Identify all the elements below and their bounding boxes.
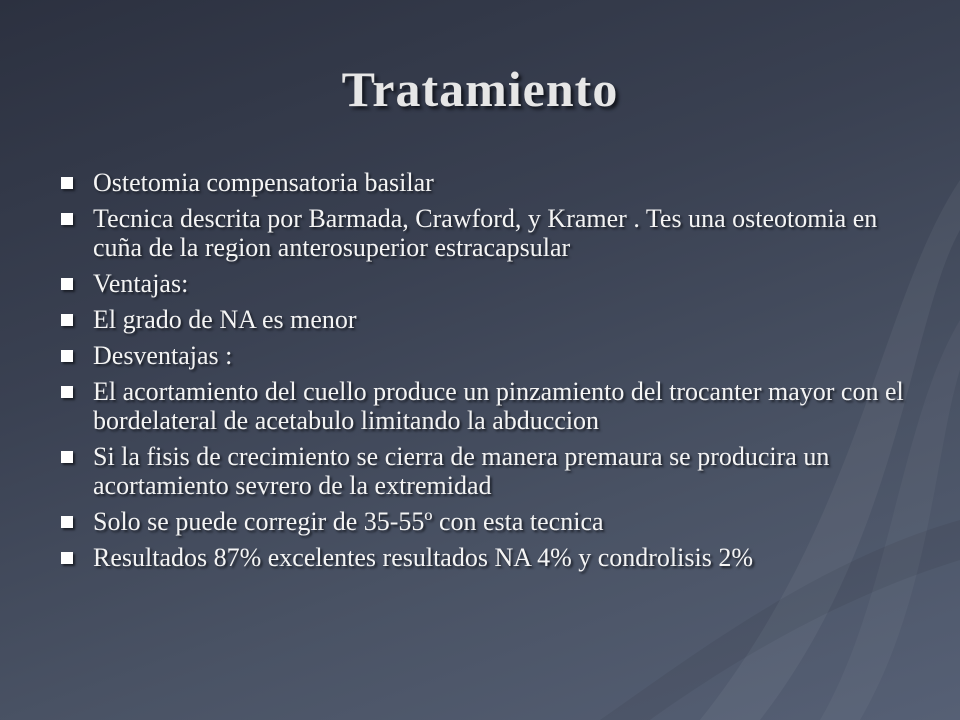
square-bullet-icon <box>61 278 73 290</box>
square-bullet-icon <box>61 314 73 326</box>
square-bullet-icon <box>61 213 73 225</box>
square-bullet-icon <box>61 350 73 362</box>
square-bullet-icon <box>61 451 73 463</box>
square-bullet-icon <box>61 552 73 564</box>
bullet-list <box>58 168 920 579</box>
square-bullet-icon <box>61 386 73 398</box>
list-item <box>58 269 920 298</box>
bullet-text: Desventajas : <box>93 341 233 370</box>
list-item <box>58 442 920 500</box>
bullet-text: Ventajas: <box>93 269 189 298</box>
bullet-text: El grado de NA es menor <box>93 305 357 334</box>
square-bullet-icon <box>61 516 73 528</box>
slide-title: Tratamiento <box>341 61 619 117</box>
list-item <box>58 543 920 572</box>
list-item <box>58 507 920 536</box>
list-item <box>58 204 920 262</box>
bullet-text: El acortamiento del cuello produce un pinzamiento del trocanter mayor con el bordelateral de acetabulo limitando la abduccion <box>93 377 904 435</box>
list-item <box>58 377 920 435</box>
list-item <box>58 341 920 370</box>
bullet-text: Solo se puede corregir de 35-55º con esta tecnica <box>93 507 604 536</box>
bullet-text: Si la fisis de crecimiento se cierra de manera premaura se producira un acortamiento sevrero de la extremidad <box>93 442 830 500</box>
bullet-text: Tecnica descrita por Barmada, Crawford, y Kramer . Tes una osteotomia en cuña de la region anterosuperior estracapsular <box>93 204 878 262</box>
bullet-text: Resultados 87% excelentes resultados NA 4% y condrolisis 2% <box>93 543 753 572</box>
list-item <box>58 305 920 334</box>
square-bullet-icon <box>61 177 73 189</box>
bullet-text: Ostetomia compensatoria basilar <box>93 168 434 197</box>
list-item <box>58 168 920 197</box>
